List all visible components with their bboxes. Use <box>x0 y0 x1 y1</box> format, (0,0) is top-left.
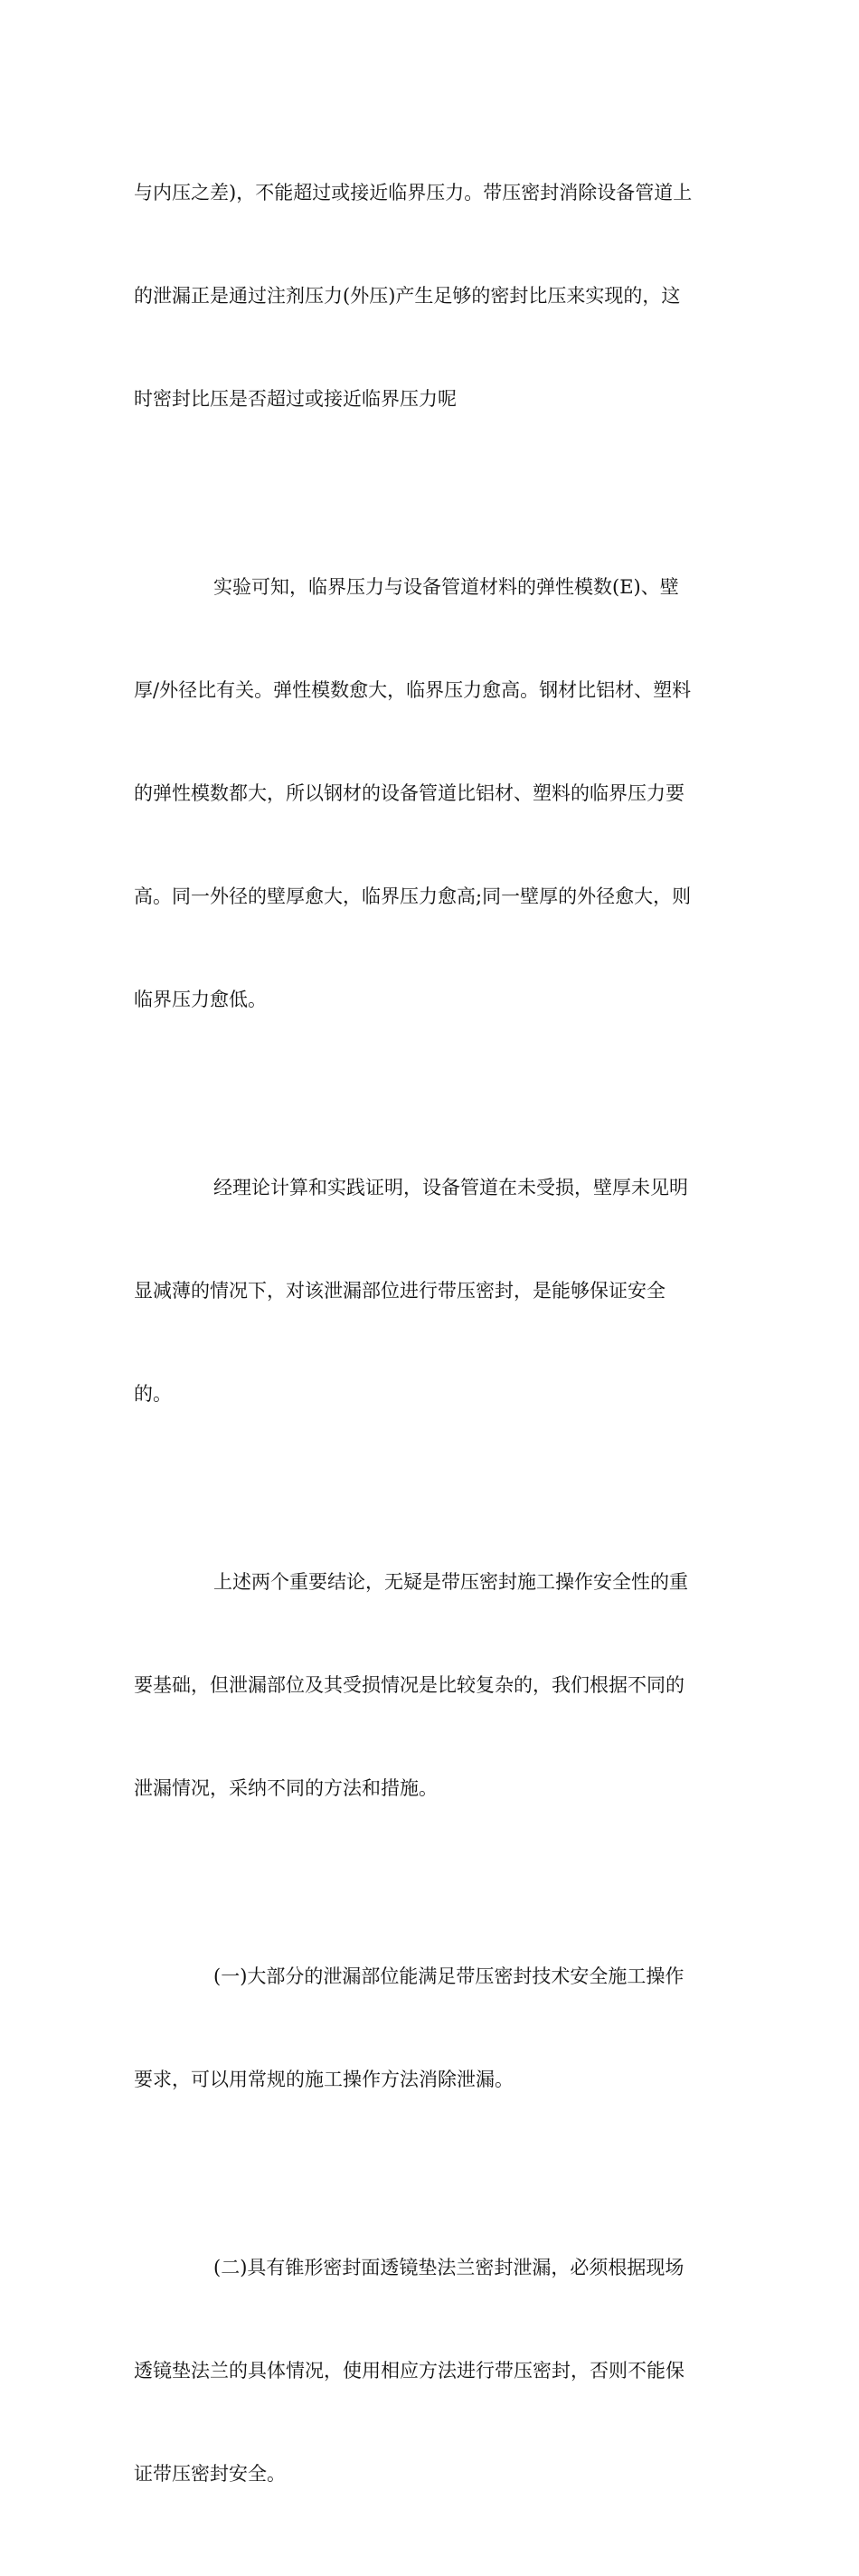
text-line: 临界压力愈低。 <box>134 989 267 1010</box>
text-line: 厚/外径比有关。弹性模数愈大，临界压力愈高。钢材比铝材、塑料 <box>134 679 692 701</box>
text-line: 要求，可以用常规的施工操作方法消除泄漏。 <box>134 2069 514 2090</box>
text-line: 经理论计算和实践证明，设备管道在未受损，壁厚未见明 <box>213 1177 688 1198</box>
text-line: 泄漏情况，采纳不同的方法和措施。 <box>134 1777 438 1799</box>
text-line: 要基础，但泄漏部位及其受损情况是比较复杂的，我们根据不同的 <box>134 1674 684 1696</box>
text-line: 实验可知，临界压力与设备管道材料的弹性模数(E)、壁 <box>213 576 679 598</box>
paragraph-5 <box>134 1890 731 2165</box>
text-line: (二)具有锥形密封面透镜垫法兰密封泄漏，必须根据现场 <box>213 2257 684 2278</box>
text-line: 证带压密封安全。 <box>134 2463 286 2485</box>
text-line: (一)大部分的泄漏部位能满足带压密封技术安全施工操作 <box>213 1965 684 1987</box>
paragraph-2 <box>134 501 731 1085</box>
text-line: 的泄漏正是通过注剂压力(外压)产生足够的密封比压来实现的，这 <box>134 285 681 307</box>
paragraph-3 <box>134 1102 731 1480</box>
paragraph-6 <box>134 2182 731 2560</box>
text-line: 的弹性模数都大，所以钢材的设备管道比铝材、塑料的临界压力要 <box>134 782 684 804</box>
text-line: 高。同一外径的壁厚愈大，临界压力愈高;同一壁厚的外径愈大，则 <box>134 886 692 907</box>
text-line: 上述两个重要结论，无疑是带压密封施工操作安全性的重 <box>213 1571 688 1593</box>
text-line: 时密封比压是否超过或接近临界压力呢 <box>134 388 457 410</box>
text-line: 显减薄的情况下，对该泄漏部位进行带压密封，是能够保证安全 <box>134 1280 665 1302</box>
document-body <box>134 107 731 2576</box>
text-line: 的。 <box>134 1383 172 1405</box>
text-line: 透镜垫法兰的具体情况，使用相应方法进行带压密封，否则不能保 <box>134 2360 684 2382</box>
paragraph-4 <box>134 1496 731 1874</box>
text-line: 与内压之差)，不能超过或接近临界压力。带压密封消除设备管道上 <box>134 182 693 204</box>
paragraph-1 <box>134 107 731 485</box>
